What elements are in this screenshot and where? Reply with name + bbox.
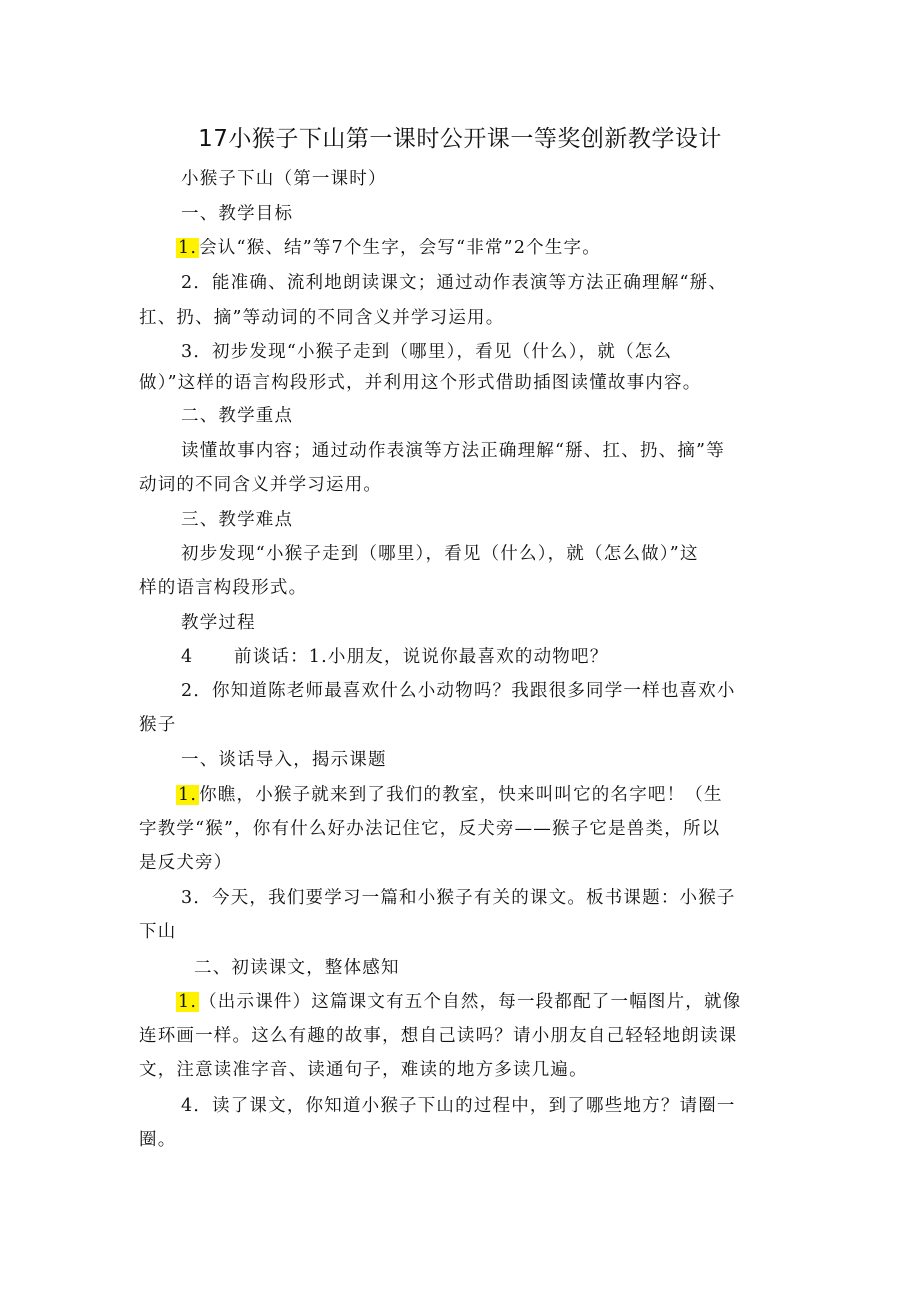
- process-2-line-2: 猴子: [139, 715, 177, 735]
- key-heading: 二、教学重点: [181, 406, 294, 426]
- lesson-subtitle: 小猴子下山（第一课时）: [181, 169, 387, 189]
- goal-1-text: 会认“猴、结”等7个生字，会写“非常”2个生字。: [199, 238, 601, 258]
- goal-3-line-1: 3．初步发现“小猴子走到（哪里），看见（什么），就（怎么: [181, 342, 673, 362]
- key-line-1: 读懂故事内容；通过动作表演等方法正确理解“掰、扛、扔、摘”等: [181, 441, 725, 461]
- process-4-text: 前谈话：1.小朋友，说说你最喜欢的动物吧？: [234, 647, 609, 667]
- reading-heading: 二、初读课文，整体感知: [194, 958, 400, 978]
- reading-1-line-1: [176, 991, 741, 1013]
- intro-3-line-2: 下山: [139, 922, 177, 942]
- reading-1-number: 1.: [178, 992, 198, 1012]
- goal-1: [176, 237, 601, 259]
- reading-1-line-2: 连环画一样。这么有趣的故事，想自己读吗？请小朋友自己轻轻地朗读课: [139, 1026, 738, 1046]
- difficult-line-1: 初步发现“小猴子走到（哪里），看见（什么），就（怎么做）”这: [181, 544, 699, 564]
- process-4-number: 4: [181, 647, 194, 667]
- intro-3-line-1: 3．今天，我们要学习一篇和小猴子有关的课文。板书课题：小猴子: [181, 888, 736, 908]
- key-line-2: 动词的不同含义并学习运用。: [139, 475, 383, 495]
- intro-1-line-1: [176, 784, 723, 806]
- process-heading: 教学过程: [181, 613, 256, 633]
- reading-1-text: （出示课件）这篇课文有五个自然，每一段都配了一幅图片，就像: [199, 992, 742, 1012]
- document-title: 17小猴子下山第一课时公开课一等奖创新教学设计: [198, 126, 722, 152]
- process-2-line-1: 2．你知道陈老师最喜欢什么小动物吗？我跟很多同学一样也喜欢小: [181, 681, 736, 701]
- intro-1-text: 你瞧，小猴子就来到了我们的教室，快来叫叫它的名字吧！（生: [199, 785, 723, 805]
- goals-heading: 一、教学目标: [181, 204, 294, 224]
- difficult-line-2: 样的语言构段形式。: [139, 578, 308, 598]
- goal-2-line-2: 扛、扔、摘”等动词的不同含义并学习运用。: [139, 308, 505, 328]
- intro-1-number: 1.: [178, 785, 198, 805]
- intro-1-line-2: 字教学“猴”，你有什么好办法记住它，反犬旁——猴子它是兽类，所以: [139, 819, 721, 839]
- reading-4-line-2: 圈。: [139, 1130, 177, 1150]
- goal-3-line-2: 做）”这样的语言构段形式，并利用这个形式借助插图读懂故事内容。: [139, 373, 702, 393]
- intro-1-line-3: 是反犬旁）: [139, 853, 233, 873]
- difficult-heading: 三、教学难点: [181, 510, 294, 530]
- goal-2-line-1: 2．能准确、流利地朗读课文；通过动作表演等方法正确理解“掰、: [181, 273, 728, 293]
- intro-heading: 一、谈话导入，揭示课题: [181, 750, 387, 770]
- reading-1-line-3: 文，注意读准字音、读通句子，难读的地方多读几遍。: [139, 1060, 588, 1080]
- goal-1-number: 1.: [178, 238, 198, 258]
- reading-4-line-1: 4．读了课文，你知道小猴子下山的过程中，到了哪些地方？请圈一: [181, 1096, 736, 1116]
